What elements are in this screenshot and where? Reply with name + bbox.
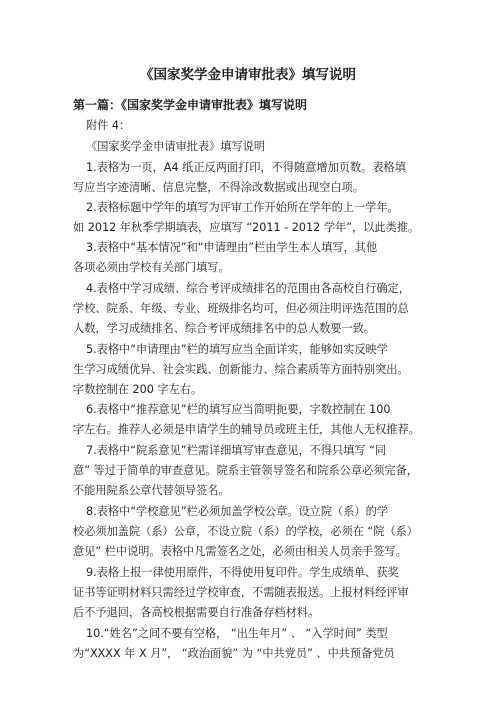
body-line: 9.表格上报一律使用原件，不得使用复印件。学生成绩单、获奖 bbox=[86, 566, 399, 579]
attachment-label: 附件 4： bbox=[86, 119, 131, 132]
body-line: 不能用院系公章代替领导签名。 bbox=[73, 484, 230, 497]
body-line: 7.表格中“院系意见”栏需详细填写审查意见，不得只填写 “同 bbox=[86, 444, 387, 457]
body-line: 字左右。推荐人必须是申请学生的辅导员或班主任，其他人无权推荐。 bbox=[73, 423, 420, 436]
body-line: 生学习成绩优异、社会实践、创新能力、综合素质等方面特别突出。 bbox=[73, 363, 409, 376]
body-line: 校必须加盖院（系）公章，不设立院（系）的学校，必须在 “院（系） bbox=[73, 525, 418, 538]
body-line: 意见” 栏中说明。表格中凡需签名之处，必须由相关人员亲手签写。 bbox=[73, 545, 407, 558]
body-line: 各项必须由学校有关部门填写。 bbox=[73, 261, 230, 274]
body-line: 如 2012 年秋季学期填表，应填写 “2011 - 2012 学年”，以此类推。 bbox=[73, 221, 420, 234]
document-title: 《国家奖学金申请审批表》填写说明 bbox=[140, 67, 356, 83]
body-line: 写应当字迹清晰、信息完整，不得涂改数据或出现空白项。 bbox=[73, 181, 364, 194]
body-line: 后不予退回，各高校根据需要自行准备存档材料。 bbox=[73, 606, 320, 619]
body-line: 意” 等过于简单的审查意见。院系主管领导签名和院系公章必须完备， bbox=[73, 464, 418, 477]
body-line: 4.表格中学习成绩、综合考评成绩排名的范围由各高校自行确定， bbox=[86, 282, 410, 295]
body-line: 6.表格中“推荐意见”栏的填写应当简明扼要，字数控制在 100 bbox=[86, 403, 391, 416]
body-line: 2.表格标题中学年的填写为评审工作开始所在学年的上一学年。 bbox=[86, 201, 399, 214]
body-line: 5.表格中“申请理由”栏的填写应当全面详实，能够如实反映学 bbox=[86, 343, 388, 356]
form-title-line: 《国家奖学金申请审批表》填写说明 bbox=[86, 140, 266, 153]
body-line: 证书等证明材料只需经过学校审查，不需随表报送。上报材料经评审 bbox=[73, 586, 409, 599]
body-line: 为“XXXX 年 X 月”， “政治面貌” 为 “中共党员” 、中共预备党员 bbox=[73, 647, 395, 660]
body-line: 8.表格中“学校意见”栏必须加盖学校公章。设立院（系）的学 bbox=[86, 505, 388, 518]
body-line: 1.表格为一页，A4 纸正反两面打印，不得随意增加页数。表格填 bbox=[86, 161, 406, 174]
body-line: 10.“姓名”之间不要有空格， “出生年月” 、 “入学时间” 类型 bbox=[86, 627, 388, 640]
body-line: 人数，学习成绩排名、综合考评成绩排名中的总人数要一致。 bbox=[73, 322, 376, 335]
body-line: 字数控制在 200 字左右。 bbox=[73, 383, 203, 396]
section-heading: 第一篇：《国家奖学金申请审批表》填写说明 bbox=[73, 98, 308, 112]
body-line: 学校、院系、年级、专业、班级排名均可，但必须注明评选范围的总 bbox=[73, 302, 409, 315]
body-line: 3.表格中“基本情况”和“申请理由”栏由学生本人填写，其他 bbox=[86, 241, 378, 254]
